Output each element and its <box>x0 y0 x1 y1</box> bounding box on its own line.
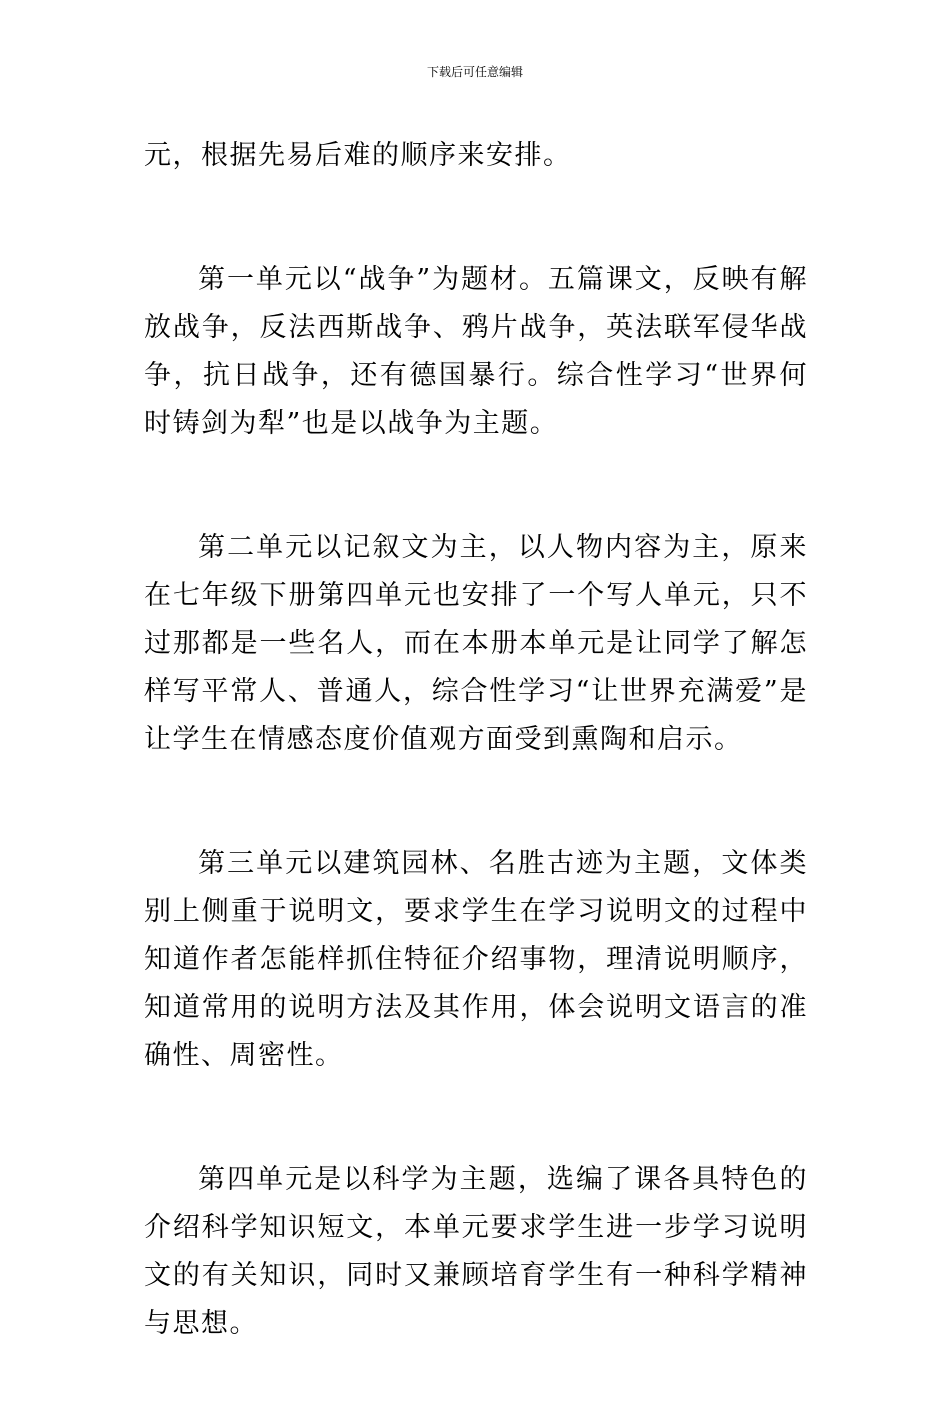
paragraph-unit-one: 第一单元以“战争”为题材。五篇课文，反映有解放战争，反法西斯战争、鸦片战争，英法联军侵华战争，抗日战争，还有德国暴行。综合性学习“世界何时铸剑为犁”也是以战争为主题。 <box>144 264 808 439</box>
page-header-note: 下载后可任意编辑 <box>426 65 523 79</box>
paragraph-continuation: 元，根据先易后难的顺序来安排。 <box>144 140 572 171</box>
paragraph-unit-three: 第三单元以建筑园林、名胜古迹为主题，文体类别上侧重于说明文，要求学生在学习说明文的过程中知道作者怎能样抓住特征介绍事物，理清说明顺序，知道常用的说明方法及其作用，体会说明文语言的准确性、周密性。 <box>144 848 808 1071</box>
paragraph-unit-two: 第二单元以记叙文为主，以人物内容为主，原来在七年级下册第四单元也安排了一个写人单元，只不过那都是一些名人，而在本册本单元是让同学了解怎样写平常人、普通人，综合性学习“让世界充满爱”是让学生在情感态度价值观方面受到熏陶和启示。 <box>144 532 808 755</box>
paragraph-unit-four: 第四单元是以科学为主题，选编了课各具特色的介绍科学知识短文，本单元要求学生进一步学习说明文的有关知识，同时又兼顾培育学生有一种科学精神与思想。 <box>144 1164 808 1339</box>
document-body <box>144 132 808 1424</box>
